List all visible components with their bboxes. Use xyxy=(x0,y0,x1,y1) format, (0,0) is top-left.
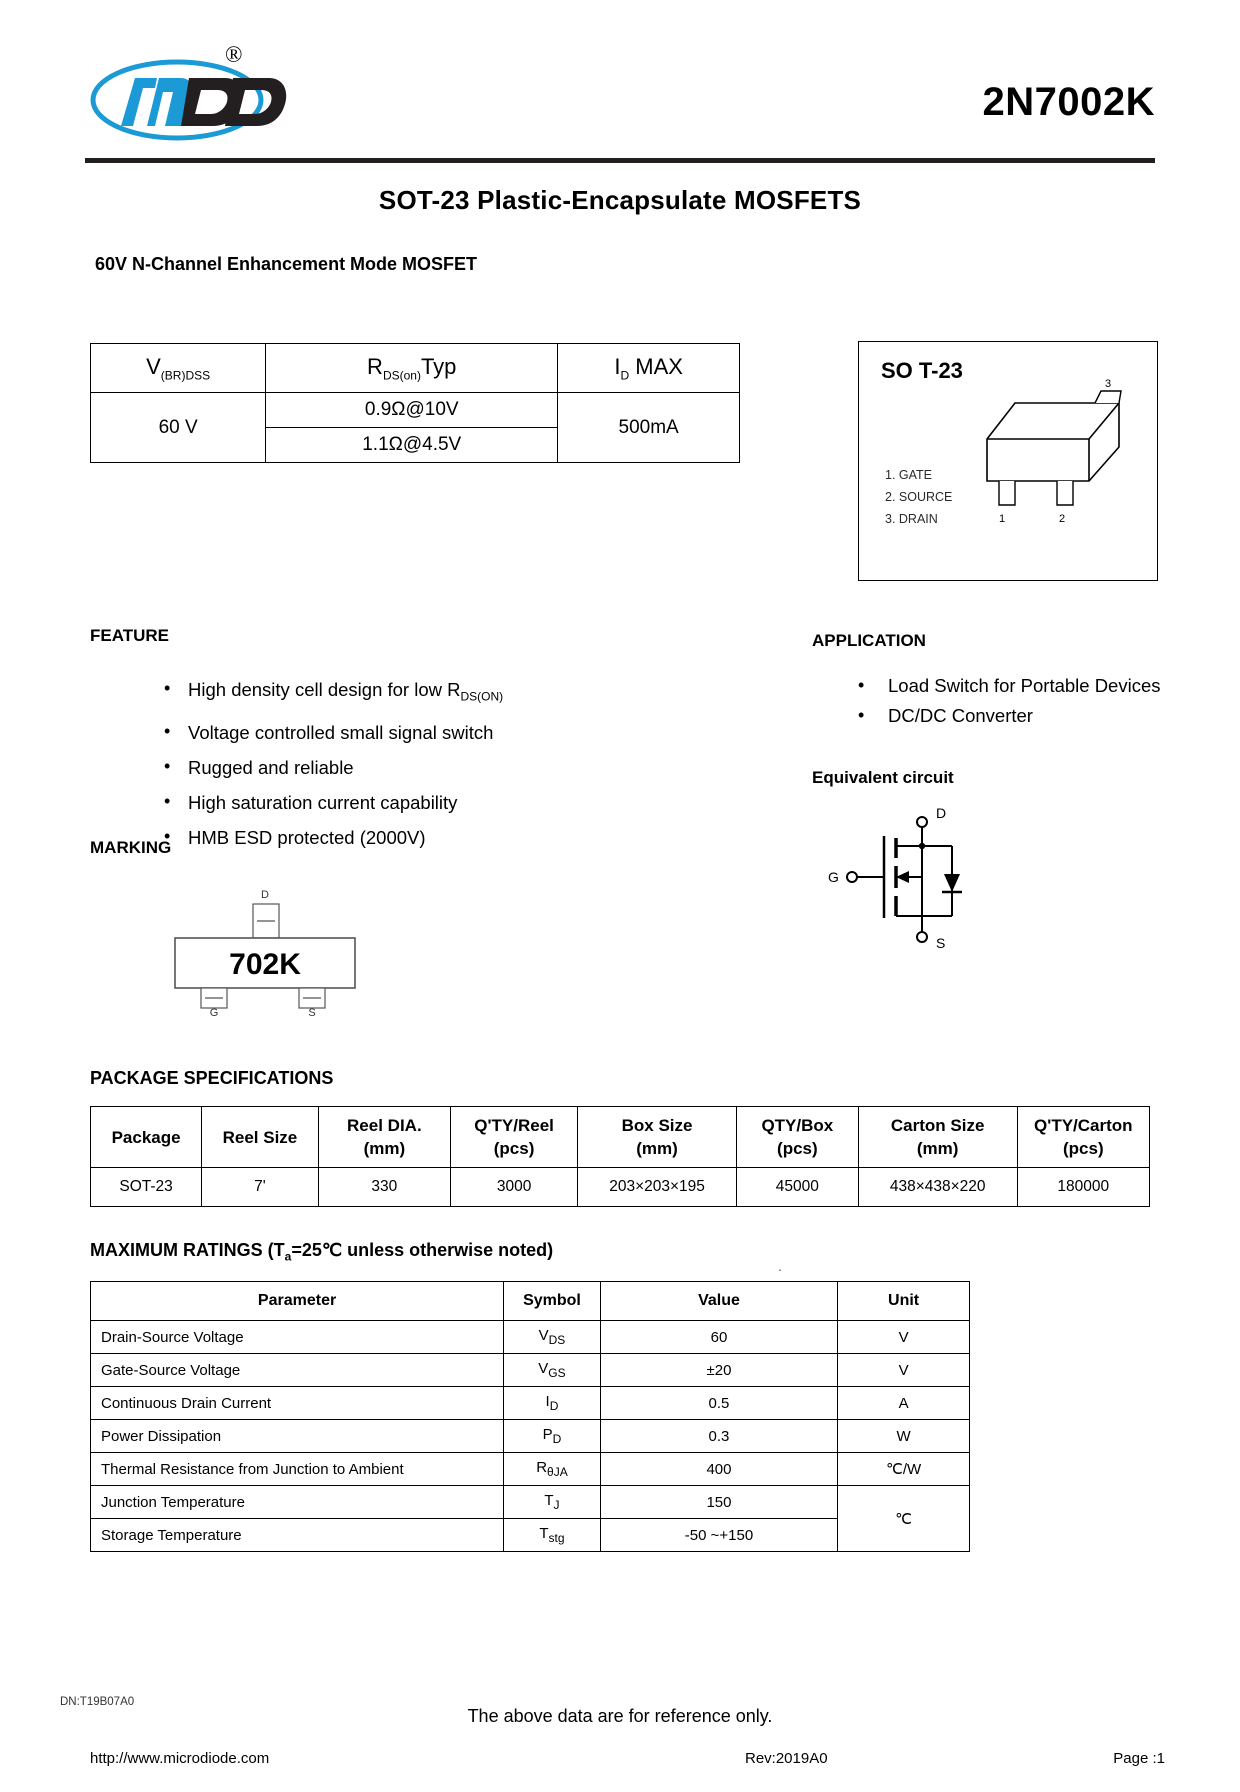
cell-parameter: Storage Temperature xyxy=(91,1519,504,1552)
symbol-main: I xyxy=(545,1393,550,1410)
col-label-l1: Q'TY/Carton xyxy=(1034,1116,1133,1135)
product-subtitle: 60V N-Channel Enhancement Mode MOSFET xyxy=(95,254,478,274)
table-row xyxy=(91,1321,970,1354)
pin-2-label: 2. SOURCE xyxy=(885,490,953,504)
rdson-value-2: 1.1Ω@4.5V xyxy=(266,428,558,463)
cell-symbol xyxy=(504,1321,601,1354)
marking-code: 702K xyxy=(229,948,301,981)
cell-symbol xyxy=(504,1486,601,1519)
package-3d-drawing xyxy=(969,377,1149,532)
col-symbol: Symbol xyxy=(504,1282,601,1321)
symbol-main: T xyxy=(544,1492,554,1509)
pin-3-label: 3. DRAIN xyxy=(885,512,938,526)
package-specifications-table xyxy=(90,1106,1150,1207)
cell-unit: ℃ xyxy=(838,1486,970,1552)
symbol-sub: stg xyxy=(548,1531,565,1545)
cell-qty-box: 45000 xyxy=(736,1168,858,1207)
reference-note: The above data are for reference only. xyxy=(467,1706,773,1726)
symbol-main: V xyxy=(538,1327,549,1344)
maximum-ratings-heading xyxy=(90,1240,553,1264)
cell-unit: ℃/W xyxy=(838,1453,970,1486)
cell-value: 0.3 xyxy=(600,1420,837,1453)
id-tail: MAX xyxy=(635,354,683,379)
symbol-sub: θJA xyxy=(547,1465,568,1479)
marking-diagram xyxy=(165,886,375,1021)
list-item xyxy=(160,715,640,750)
cell-symbol xyxy=(504,1354,601,1387)
cell-package: SOT-23 xyxy=(91,1168,202,1207)
id-main: I xyxy=(614,354,621,379)
col-parameter: Parameter xyxy=(91,1282,504,1321)
symbol-main: R xyxy=(536,1459,548,1476)
terminal-s-label: S xyxy=(936,935,946,951)
vbrdss-main: V xyxy=(146,354,161,379)
cell-symbol xyxy=(504,1420,601,1453)
cell-value: ±20 xyxy=(600,1354,837,1387)
cell-unit: A xyxy=(838,1387,970,1420)
cell-value: -50 ~+150 xyxy=(600,1519,837,1552)
list-item xyxy=(160,820,640,855)
symbol-main: V xyxy=(538,1360,549,1377)
cell-value: 400 xyxy=(600,1453,837,1486)
cell-value: 150 xyxy=(600,1486,837,1519)
symbol-sub: DS xyxy=(548,1333,566,1347)
symbol-sub: J xyxy=(553,1498,560,1512)
table-header-row xyxy=(91,1282,970,1321)
mdd-logo xyxy=(85,42,315,148)
col-label-l1: Reel Size xyxy=(222,1127,298,1147)
cell-qty-reel: 3000 xyxy=(451,1168,578,1207)
col-label-l1: Q'TY/Reel xyxy=(474,1116,554,1135)
col-label-l1: QTY/Box xyxy=(761,1116,834,1135)
application-text: Load Switch for Portable Devices xyxy=(888,675,1161,696)
header-vbrdss xyxy=(91,344,266,393)
application-text: DC/DC Converter xyxy=(888,705,1033,726)
cell-unit: W xyxy=(838,1420,970,1453)
col-label-l1: Carton Size xyxy=(890,1116,985,1135)
list-item xyxy=(160,750,640,785)
list-item xyxy=(160,785,640,820)
table-row xyxy=(91,1486,970,1519)
table-row xyxy=(91,1453,970,1486)
col-carton-size xyxy=(858,1107,1017,1168)
stray-dot-mark: . xyxy=(778,1258,782,1274)
header-divider xyxy=(85,158,1155,163)
cell-symbol xyxy=(504,1519,601,1552)
maxr-heading-tail: =25℃ unless otherwise noted) xyxy=(291,1240,554,1260)
cell-symbol xyxy=(504,1453,601,1486)
col-unit: Unit xyxy=(838,1282,970,1321)
cell-parameter: Thermal Resistance from Junction to Ambient xyxy=(91,1453,504,1486)
summary-spec-table xyxy=(90,343,740,463)
cell-parameter: Power Dissipation xyxy=(91,1420,504,1453)
rdson-tail: Typ xyxy=(420,354,457,379)
datasheet-page xyxy=(0,38,1240,1792)
table-row xyxy=(91,1387,970,1420)
col-package xyxy=(91,1107,202,1168)
col-qty-reel xyxy=(451,1107,578,1168)
symbol-main: P xyxy=(542,1426,553,1443)
feature-text: High density cell design for low R xyxy=(188,679,461,700)
feature-subscript: DS(ON) xyxy=(460,689,504,704)
package-outline-box xyxy=(858,341,1158,581)
table-row xyxy=(91,1354,970,1387)
col-qty-carton xyxy=(1017,1107,1149,1168)
vbrdss-value: 60 V xyxy=(91,393,266,463)
col-label-l2: (pcs) xyxy=(493,1139,535,1158)
cell-reel-size: 7' xyxy=(202,1168,318,1207)
feature-heading: FEATURE xyxy=(90,626,170,645)
cell-reel-dia: 330 xyxy=(318,1168,450,1207)
marking-pin-g: G xyxy=(209,1007,219,1016)
id-sub: D xyxy=(620,368,630,383)
symbol-main: T xyxy=(539,1525,549,1542)
table-row xyxy=(91,393,740,428)
list-item xyxy=(852,701,1212,731)
col-reel-dia xyxy=(318,1107,450,1168)
rdson-main: R xyxy=(367,354,383,379)
list-item xyxy=(852,671,1212,701)
application-list xyxy=(812,671,1212,731)
document-title: SOT-23 Plastic-Encapsulate MOSFETS xyxy=(378,185,862,215)
revision-label: Rev:2019A0 xyxy=(745,1750,828,1767)
pin-callout-3: 3 xyxy=(1105,378,1112,390)
cell-value: 60 xyxy=(600,1321,837,1354)
idmax-value: 500mA xyxy=(558,393,740,463)
col-label-l2: (pcs) xyxy=(1062,1139,1104,1158)
document-number: DN:T19B07A0 xyxy=(60,1696,135,1708)
pin-callout-2: 2 xyxy=(1059,513,1066,525)
page-number: Page :1 xyxy=(1113,1750,1165,1767)
col-label-l2: (mm) xyxy=(363,1139,406,1158)
rdson-value-1: 0.9Ω@10V xyxy=(266,393,558,428)
feature-text: Rugged and reliable xyxy=(188,756,354,778)
feature-text: HMB ESD protected (2000V) xyxy=(188,826,426,848)
rdson-sub: DS(on) xyxy=(382,368,421,383)
symbol-sub: D xyxy=(552,1432,562,1446)
registered-trademark-icon: ® xyxy=(225,42,243,67)
col-label-l2: (mm) xyxy=(916,1139,959,1158)
symbol-sub: D xyxy=(549,1399,559,1413)
terminal-d-label: D xyxy=(936,806,947,821)
col-label-l1: Package xyxy=(111,1127,181,1147)
pin-1-label: 1. GATE xyxy=(885,468,933,482)
maxr-heading-sub: a xyxy=(284,1249,292,1264)
cell-unit: V xyxy=(838,1354,970,1387)
header-rdson xyxy=(266,344,558,393)
col-value: Value xyxy=(600,1282,837,1321)
maximum-ratings-table xyxy=(90,1281,970,1552)
website-link[interactable]: http://www.microdiode.com xyxy=(90,1750,270,1767)
table-row xyxy=(91,344,740,393)
symbol-sub: GS xyxy=(548,1366,566,1380)
marking-pin-d: D xyxy=(261,889,269,901)
col-label-l2: (mm) xyxy=(636,1139,678,1158)
feature-text: Voltage controlled small signal switch xyxy=(188,721,494,743)
application-heading: APPLICATION xyxy=(812,631,926,650)
cell-box-size: 203×203×195 xyxy=(578,1168,737,1207)
cell-parameter: Continuous Drain Current xyxy=(91,1387,504,1420)
package-specifications-heading: PACKAGE SPECIFICATIONS xyxy=(90,1068,334,1088)
marking-heading: MARKING xyxy=(90,838,172,857)
table-row xyxy=(91,1420,970,1453)
maxr-heading-main: MAXIMUM RATINGS (T xyxy=(90,1240,285,1260)
page-header xyxy=(85,38,1155,158)
col-label-l2: (pcs) xyxy=(777,1139,818,1158)
col-label-l1: Box Size xyxy=(621,1116,693,1135)
col-box-size xyxy=(578,1107,737,1168)
feature-list xyxy=(120,672,640,855)
equivalent-circuit-diagram xyxy=(812,806,1002,961)
col-qty-box xyxy=(736,1107,858,1168)
cell-symbol xyxy=(504,1387,601,1420)
equivalent-circuit-heading: Equivalent circuit xyxy=(812,768,954,787)
cell-parameter: Junction Temperature xyxy=(91,1486,504,1519)
table-row xyxy=(91,1168,1150,1207)
cell-unit: V xyxy=(838,1321,970,1354)
feature-text: High saturation current capability xyxy=(188,791,458,813)
marking-pin-s: S xyxy=(308,1007,316,1016)
cell-carton-size: 438×438×220 xyxy=(858,1168,1017,1207)
list-item xyxy=(160,672,640,715)
col-label-l1: Reel DIA. xyxy=(347,1116,422,1135)
part-number: 2N7002K xyxy=(982,80,1155,124)
col-reel-size xyxy=(202,1107,318,1168)
vbrdss-sub: (BR)DSS xyxy=(160,368,211,383)
page-footer xyxy=(90,1750,1165,1772)
pin-assignment-list xyxy=(885,464,952,530)
cell-qty-carton: 180000 xyxy=(1017,1168,1149,1207)
terminal-g-label: G xyxy=(828,869,839,885)
cell-parameter: Gate-Source Voltage xyxy=(91,1354,504,1387)
header-idmax xyxy=(558,344,740,393)
table-header-row xyxy=(91,1107,1150,1168)
cell-parameter: Drain-Source Voltage xyxy=(91,1321,504,1354)
package-title: SO T-23 xyxy=(881,358,963,383)
cell-value: 0.5 xyxy=(600,1387,837,1420)
pin-callout-1: 1 xyxy=(999,513,1006,525)
